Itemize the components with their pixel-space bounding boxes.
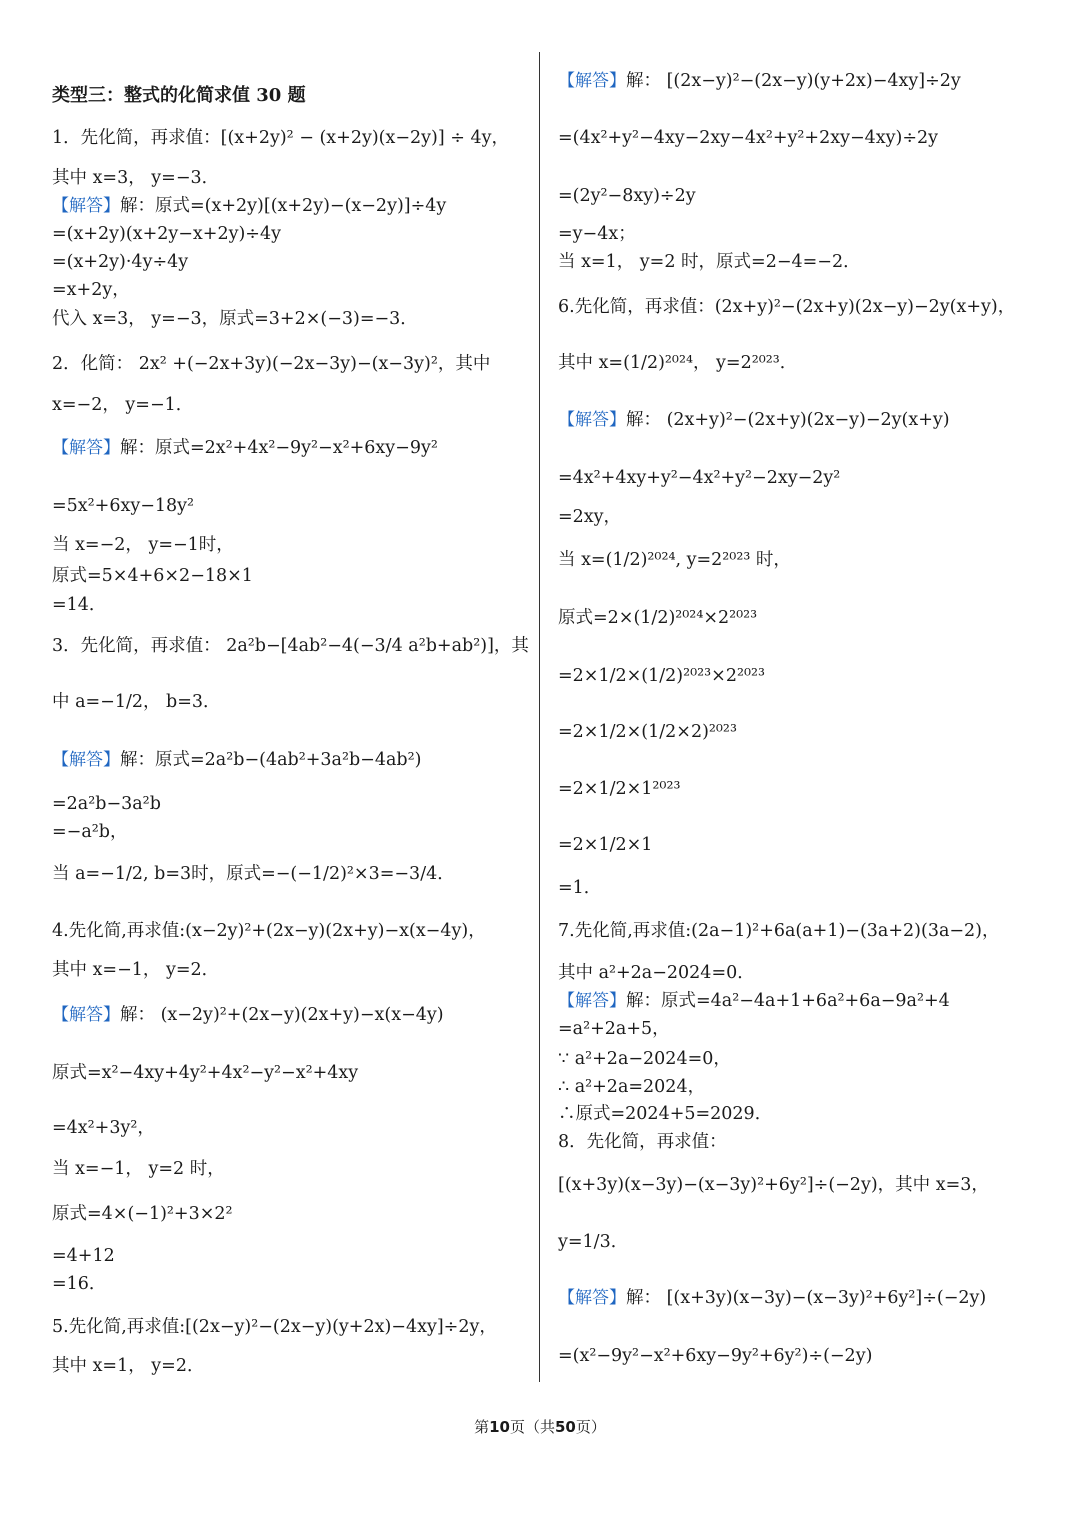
section-heading [52, 82, 306, 110]
math-line [52, 1313, 497, 1341]
math-line [52, 124, 509, 152]
line-text: 6.先化简，再求值：(2x+y)²−(2x+y)(2x−y)−2y(x+y)， [558, 297, 1016, 317]
answer-tag: 【解答】 [52, 196, 120, 216]
math-line [558, 1100, 772, 1128]
answer-line [52, 434, 438, 462]
math-line [558, 182, 696, 210]
line-text: [(x+3y)(x−3y)−(x−3y)²+6y²]÷(−2y)，其中 x=3， [558, 1175, 989, 1195]
answer-line [558, 1284, 986, 1312]
line-text: 7.先化简,再求值:(2a−1)²+6a(a+1)−(3a+2)(3a−2)， [558, 921, 1000, 941]
math-line [52, 917, 486, 945]
answer-tag: 【解答】 [558, 1288, 626, 1308]
math-line [558, 1015, 670, 1043]
math-line [558, 917, 1000, 945]
line-text: =16． [52, 1274, 107, 1294]
line-text: 1．先化简，再求值：[(x+2y)² − (x+2y)(x−2y)] ÷ 4y， [52, 128, 510, 148]
line-text: 5.先化简,再求值:[(2x−y)²−(2x−y)(y+2x)−4xy]÷2y， [52, 1317, 497, 1337]
math-line [52, 1059, 358, 1087]
line-text: =(x²−9y²−x²+6xy−9y²+6y²)÷(−2y) [558, 1346, 873, 1366]
line-text: 其中 x=3， y=−3． [52, 168, 220, 188]
line-text: ∴ a²+2a=2024， [558, 1077, 706, 1097]
line-text: =(4x²+y²−4xy−2xy−4x²+y²+2xy−4xy)÷2y [558, 128, 939, 148]
page-total: 50 [555, 1418, 576, 1436]
math-line [52, 562, 253, 590]
answer-tag: 【解答】 [558, 410, 626, 430]
line-text: 类型三：整式的化简求值 30 题 [52, 85, 306, 106]
page-footer [0, 1416, 1080, 1437]
line-text: 解： [(x+3y)(x−3y)−(x−3y)²+6y²]÷(−2y) [626, 1288, 987, 1308]
math-line [558, 874, 601, 902]
line-text: y=1/3． [558, 1232, 629, 1252]
line-text: =y−4x； [558, 224, 636, 244]
math-line [558, 959, 755, 987]
line-text: 其中 x=1， y=2． [52, 1356, 205, 1376]
math-line [52, 1114, 155, 1142]
line-text: 2．化简： 2x² +(−2x+3y)(−2x−3y)−(x−3y)²，其中 [52, 354, 491, 374]
math-line [558, 349, 797, 377]
line-text: 解：原式=(x+2y)[(x+2y)−(x−2y)]÷4y [120, 196, 447, 216]
math-line [52, 531, 234, 559]
line-text: 解：原式=2x²+4x²−9y²−x²+6xy−9y² [120, 438, 438, 458]
line-text: =2a²b−3a²b [52, 794, 161, 814]
math-line [52, 632, 529, 660]
math-line [52, 164, 219, 192]
math-line [558, 503, 621, 531]
math-line [52, 790, 161, 818]
math-line [52, 818, 127, 846]
line-text: 当 x=−1， y=2 时， [52, 1159, 225, 1179]
footer-prefix: 第 [474, 1418, 490, 1436]
line-text: 其中 x=(1/2)²⁰²⁴， y=2²⁰²³． [558, 353, 798, 373]
answer-line [558, 987, 950, 1015]
math-line [558, 1073, 705, 1101]
math-line [558, 220, 636, 248]
math-line [52, 860, 455, 888]
line-text: 原式=x²−4xy+4y²+4x²−y²−x²+4xy [52, 1063, 359, 1083]
math-line [558, 1171, 989, 1199]
line-text: 原式=4×(−1)²+3×2² [52, 1204, 233, 1224]
math-line [558, 293, 1015, 321]
math-line [558, 1342, 872, 1370]
line-text: 当 a=−1/2, b=3时，原式=−(−1/2)²×3=−3/4． [52, 864, 455, 884]
footer-middle: 页（共 [509, 1418, 555, 1436]
answer-tag: 【解答】 [52, 1005, 120, 1025]
line-text: x=−2， y=−1． [52, 395, 194, 415]
line-text: =14． [52, 595, 107, 615]
answer-line [558, 67, 961, 95]
math-line [52, 956, 219, 984]
line-text: 当 x=1， y=2 时，原式=2−4=−2． [558, 252, 861, 272]
math-line [558, 464, 840, 492]
math-line [558, 662, 765, 690]
line-text: =5x²+6xy−18y² [52, 496, 195, 516]
math-line [558, 546, 791, 574]
line-text: =2×1/2×(1/2)²⁰²³×2²⁰²³ [558, 666, 766, 686]
line-text: 解： (x−2y)²+(2x−y)(2x+y)−x(x−4y) [120, 1005, 444, 1025]
line-text: 解： [(2x−y)²−(2x−y)(y+2x)−4xy]÷2y [626, 71, 961, 91]
math-line [558, 248, 861, 276]
line-text: =4x²+3y²， [52, 1118, 155, 1138]
answer-tag: 【解答】 [52, 750, 120, 770]
line-text: 3．先化简，再求值： 2a²b−[4ab²−4(−3/4 a²b+ab²)]，其 [52, 636, 529, 656]
line-text: =(x+2y)·4y÷4y [52, 252, 189, 272]
math-line [52, 591, 106, 619]
line-text: =a²+2a+5， [558, 1019, 670, 1039]
math-line [52, 248, 188, 276]
math-line [558, 718, 737, 746]
line-text: =x+2y， [52, 280, 130, 300]
answer-tag: 【解答】 [558, 71, 626, 91]
math-line [558, 775, 680, 803]
answer-tag: 【解答】 [52, 438, 120, 458]
math-line [558, 831, 652, 859]
math-line [558, 1128, 727, 1156]
line-text: =2×1/2×1²⁰²³ [558, 779, 681, 799]
math-line [558, 1228, 628, 1256]
line-text: 解： (2x+y)²−(2x+y)(2x−y)−2y(x+y) [626, 410, 950, 430]
answer-line [52, 192, 446, 220]
line-text: =4+12 [52, 1246, 115, 1266]
math-line [52, 350, 490, 378]
math-line [52, 492, 194, 520]
line-text: 8．先化简，再求值： [558, 1132, 727, 1152]
line-text: 解：原式=2a²b−(4ab²+3a²b−4ab²) [120, 750, 422, 770]
line-text: =2×1/2×(1/2×2)²⁰²³ [558, 722, 737, 742]
line-text: =2xy， [558, 507, 622, 527]
line-text: 代入 x=3， y=−3，原式=3+2×(−3)=−3． [52, 309, 418, 329]
math-line [52, 220, 281, 248]
math-line [52, 1242, 115, 1270]
math-line [52, 1155, 225, 1183]
answer-line [558, 406, 950, 434]
answer-line [52, 1001, 444, 1029]
line-text: ∵ a²+2a−2024=0， [558, 1049, 731, 1069]
line-text: 原式=2×(1/2)²⁰²⁴×2²⁰²³ [558, 608, 758, 628]
footer-suffix: 页） [575, 1418, 606, 1436]
math-line [52, 1270, 106, 1298]
column-divider [539, 52, 540, 1382]
math-line [558, 1045, 731, 1073]
math-line [52, 1352, 204, 1380]
line-text: 其中 a²+2a−2024=0． [558, 963, 755, 983]
line-text: 当 x=−2， y=−1时， [52, 535, 234, 555]
line-text: =1． [558, 878, 602, 898]
line-text: 4.先化简,再求值:(x−2y)²+(2x−y)(2x+y)−x(x−4y)， [52, 921, 486, 941]
line-text: 解：原式=4a²−4a+1+6a²+6a−9a²+4 [626, 991, 950, 1011]
answer-line [52, 746, 421, 774]
page-number: 10 [489, 1418, 510, 1436]
line-text: 其中 x=−1， y=2． [52, 960, 220, 980]
line-text: ∴原式=2024+5=2029． [558, 1104, 773, 1124]
math-line [558, 604, 757, 632]
answer-tag: 【解答】 [558, 991, 626, 1011]
line-text: 当 x=(1/2)²⁰²⁴, y=2²⁰²³ 时， [558, 550, 791, 570]
line-text: =(x+2y)(x+2y−x+2y)÷4y [52, 224, 281, 244]
line-text: =−a²b， [52, 822, 128, 842]
line-text: =2×1/2×1 [558, 835, 653, 855]
math-line [52, 305, 418, 333]
line-text: 中 a=−1/2， b=3． [52, 692, 221, 712]
math-line [52, 391, 193, 419]
line-text: =4x²+4xy+y²−4x²+y²−2xy−2y² [558, 468, 841, 488]
math-line [52, 1200, 233, 1228]
line-text: 原式=5×4+6×2−18×1 [52, 566, 253, 586]
line-text: =(2y²−8xy)÷2y [558, 186, 696, 206]
math-line [52, 276, 130, 304]
math-line [52, 688, 221, 716]
math-line [558, 124, 938, 152]
